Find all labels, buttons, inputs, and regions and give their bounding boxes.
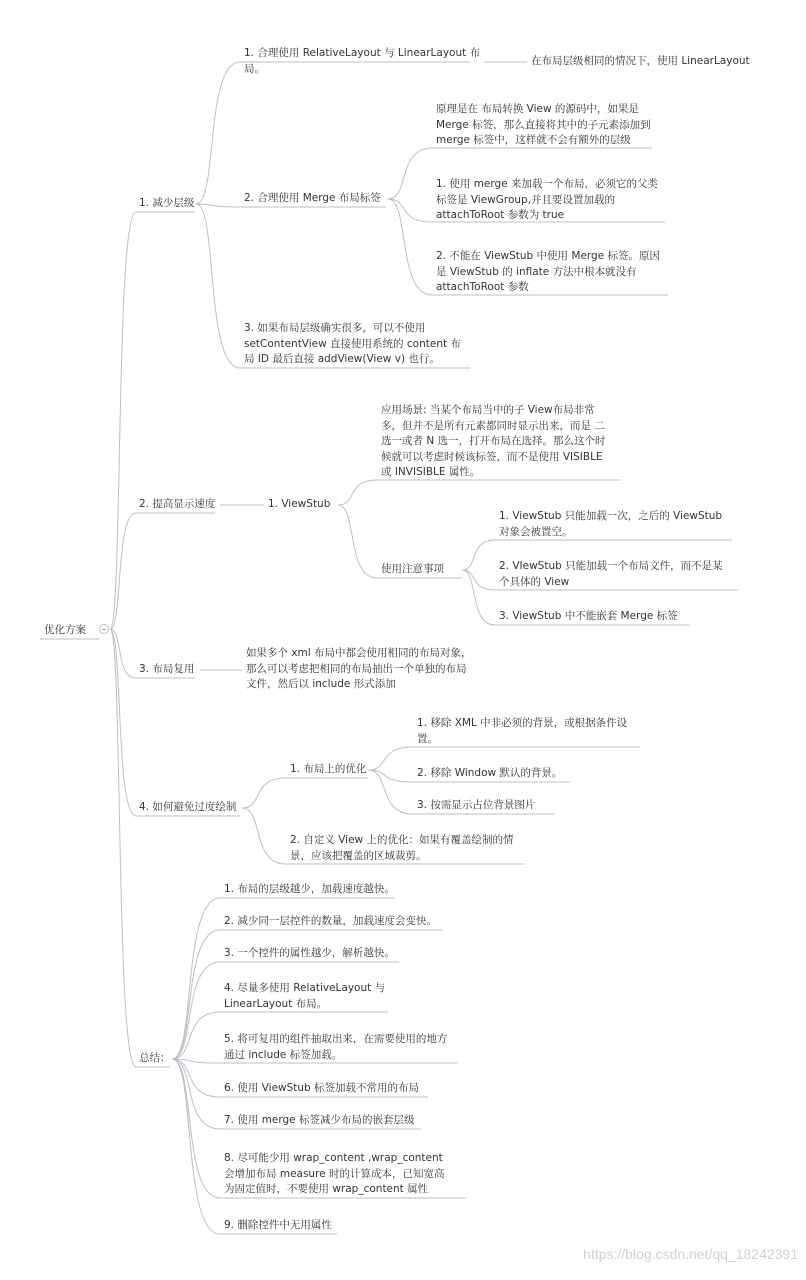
note-viewstub-layout[interactable]: 2. VIewStub 只能加载一个布局文件，而不是某 个具体的 View	[499, 560, 723, 588]
link-b4-c1	[242, 778, 368, 808]
note-remove-window-bg[interactable]: 2. 移除 Window 默认的背景。	[417, 767, 563, 779]
summary-item[interactable]: 9. 删除控件中无用属性	[224, 1219, 332, 1231]
branch-reduce-levels[interactable]: 1. 减少层级	[139, 197, 195, 209]
branch-layout-reuse[interactable]: 3. 布局复用	[139, 663, 195, 675]
note-viewstub-merge[interactable]: 3. ViewStub 中不能嵌套 Merge 标签	[499, 610, 678, 622]
summary-item[interactable]: 1. 布局的层级越少，加载速度越快。	[224, 883, 395, 895]
watermark: https://blog.csdn.net/qq_18242391	[583, 1246, 798, 1262]
note-merge-viewstub[interactable]: 2. 不能在 ViewStub 中使用 Merge 标签。原因 是 ViewStub 的 inflate 方法中根本就没有 attachToRoot 参数	[436, 250, 661, 293]
topic-custom-view[interactable]: 2. 自定义 View 上的优化：如果有覆盖绘制的情 景，应该把覆盖的区域裁剪。	[290, 834, 514, 862]
branch-overdraw[interactable]: 4. 如何避免过度绘制	[139, 801, 237, 813]
topic-relative-linear[interactable]: 1. 合理使用 RelativeLayout 与 LinearLayout 布 局。	[244, 47, 481, 75]
note-viewstub-once[interactable]: 1. ViewStub 只能加载一次，之后的 ViewStub 对象会被置空。	[499, 510, 723, 538]
note-merge-usage[interactable]: 1. 使用 merge 来加载一个布局，必须它的父类 标签是 ViewGroup,并且要设置加载的 attachToRoot 参数为 true	[436, 178, 658, 221]
summary-item[interactable]: 3. 一个控件的属性越少，解析越快。	[224, 947, 395, 959]
link-b2	[110, 513, 215, 629]
note-viewstub-scene[interactable]: 应用场景: 当某个布局当中的子 View布局非常 多，但并不是所有元素都同时显示出来，而是 二 选一或者 N 选一，打开布局在选择。那么这个时 候就可以考虑时候该标签，而不是使用 VISIBLE 或 INVISIBLE 属性。	[381, 404, 606, 478]
topic-layout-optimize[interactable]: 1. 布局上的优化	[290, 763, 367, 775]
summary-item[interactable]: 4. 尽量多使用 RelativeLayout 与 LinearLayout 布局。	[224, 982, 386, 1010]
link-b1	[110, 212, 195, 629]
summary-item[interactable]: 6. 使用 ViewStub 标签加载不常用的布局	[224, 1082, 420, 1094]
summary-item[interactable]: 2. 减少同一层控件的数量，加载速度会变快。	[224, 915, 437, 927]
root-topic[interactable]: 优化方案	[44, 624, 86, 636]
link-viewstub-scene	[338, 480, 621, 505]
link-b1-c1	[196, 62, 470, 204]
summary-item[interactable]: 5. 将可复用的组件抽取出来，在需要使用的地方 通过 include 标签加载。	[224, 1033, 448, 1061]
link-b4	[110, 629, 240, 816]
branch-summary[interactable]: 总结：	[139, 1052, 171, 1064]
collapse-toggle-icon[interactable]	[99, 624, 109, 634]
note-remove-xml-bg[interactable]: 1. 移除 XML 中非必须的背景，或根据条件设 置。	[417, 717, 628, 745]
summary-item[interactable]: 8. 尽可能少用 wrap_content ,wrap_content 会增加布局 measure 时的计算成本，已知宽高 为固定值时，不要使用 wrap_content 属性	[224, 1152, 445, 1195]
note-placeholder-bg[interactable]: 3. 按需显示占位背景图片	[417, 799, 536, 811]
topic-merge-tag[interactable]: 2. 合理使用 Merge 布局标签	[244, 192, 381, 204]
topic-addview[interactable]: 3. 如果布局层级确实很多，可以不使用 setContentView 直接使用系统的 content 布 局 ID 最后直接 addView(View v) 也行。	[244, 322, 461, 365]
branch-display-speed[interactable]: 2. 提高显示速度	[139, 498, 216, 510]
summary-item[interactable]: 7. 使用 merge 标签减少布局的嵌套层级	[224, 1114, 415, 1126]
note-same-level[interactable]: 在布局层级相同的情况下，使用 LinearLayout	[531, 55, 750, 67]
note-include[interactable]: 如果多个 xml 布局中都会使用相同的布局对象， 那么可以考虑把相同的布局抽出一个单独的布局 文件，然后以 include 形式添加	[246, 647, 472, 690]
topic-viewstub-notice[interactable]: 使用注意事项	[381, 563, 444, 575]
topic-viewstub[interactable]: 1. ViewStub	[268, 498, 331, 510]
note-merge-principle[interactable]: 原理是在 布局转换 View 的源码中，如果是 Merge 标签，那么直接将其中的子元素添加到 merge 标签中，这样就不会有额外的层级	[436, 103, 651, 146]
